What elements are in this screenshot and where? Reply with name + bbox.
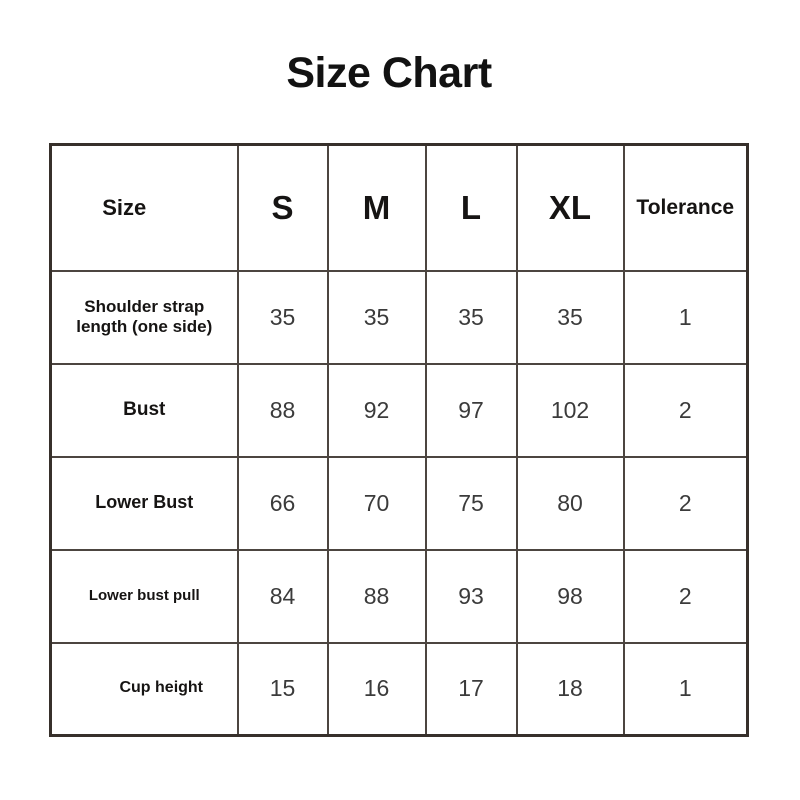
cell-lower-bust-pull-s: 84: [238, 550, 328, 643]
cell-cup-height-m: 16: [328, 643, 426, 736]
cell-cup-height-s: 15: [238, 643, 328, 736]
cell-shoulder-strap-tolerance: 1: [624, 271, 748, 364]
cell-shoulder-strap-s: 35: [238, 271, 328, 364]
header-cell-m: M: [328, 145, 426, 271]
table-row: [51, 643, 748, 736]
page-title: Size Chart: [286, 49, 492, 97]
cell-cup-height-tolerance: 1: [624, 643, 748, 736]
table-row: [51, 271, 748, 364]
cell-lower-bust-pull-m: 88: [328, 550, 426, 643]
table-row: [51, 364, 748, 457]
cell-cup-height-xl: 18: [517, 643, 624, 736]
header-cell-xl: XL: [517, 145, 624, 271]
header-cell-s: S: [238, 145, 328, 271]
cell-lower-bust-m: 70: [328, 457, 426, 550]
row-label-lower-bust: Lower Bust: [51, 457, 238, 550]
cell-shoulder-strap-xl: 35: [517, 271, 624, 364]
header-row: [51, 145, 748, 271]
cell-lower-bust-l: 75: [426, 457, 517, 550]
cell-lower-bust-pull-xl: 98: [517, 550, 624, 643]
cell-lower-bust-pull-tolerance: 2: [624, 550, 748, 643]
row-label-cup-height: Cup height: [51, 643, 238, 736]
cell-lower-bust-pull-l: 93: [426, 550, 517, 643]
row-label-shoulder-strap: Shoulder strap length (one side): [51, 271, 238, 364]
cell-bust-m: 92: [328, 364, 426, 457]
cell-shoulder-strap-m: 35: [328, 271, 426, 364]
table-row: [51, 550, 748, 643]
cell-lower-bust-xl: 80: [517, 457, 624, 550]
cell-bust-s: 88: [238, 364, 328, 457]
cell-bust-l: 97: [426, 364, 517, 457]
size-chart-table: [49, 143, 749, 737]
header-cell-l: L: [426, 145, 517, 271]
row-label-lower-bust-pull: Lower bust pull: [51, 550, 238, 643]
cell-cup-height-l: 17: [426, 643, 517, 736]
cell-lower-bust-s: 66: [238, 457, 328, 550]
header-cell-tolerance: Tolerance: [624, 145, 748, 271]
cell-bust-xl: 102: [517, 364, 624, 457]
cell-lower-bust-tolerance: 2: [624, 457, 748, 550]
cell-shoulder-strap-l: 35: [426, 271, 517, 364]
row-label-bust: Bust: [51, 364, 238, 457]
header-cell-size: Size: [51, 145, 238, 271]
table-row: [51, 457, 748, 550]
cell-bust-tolerance: 2: [624, 364, 748, 457]
